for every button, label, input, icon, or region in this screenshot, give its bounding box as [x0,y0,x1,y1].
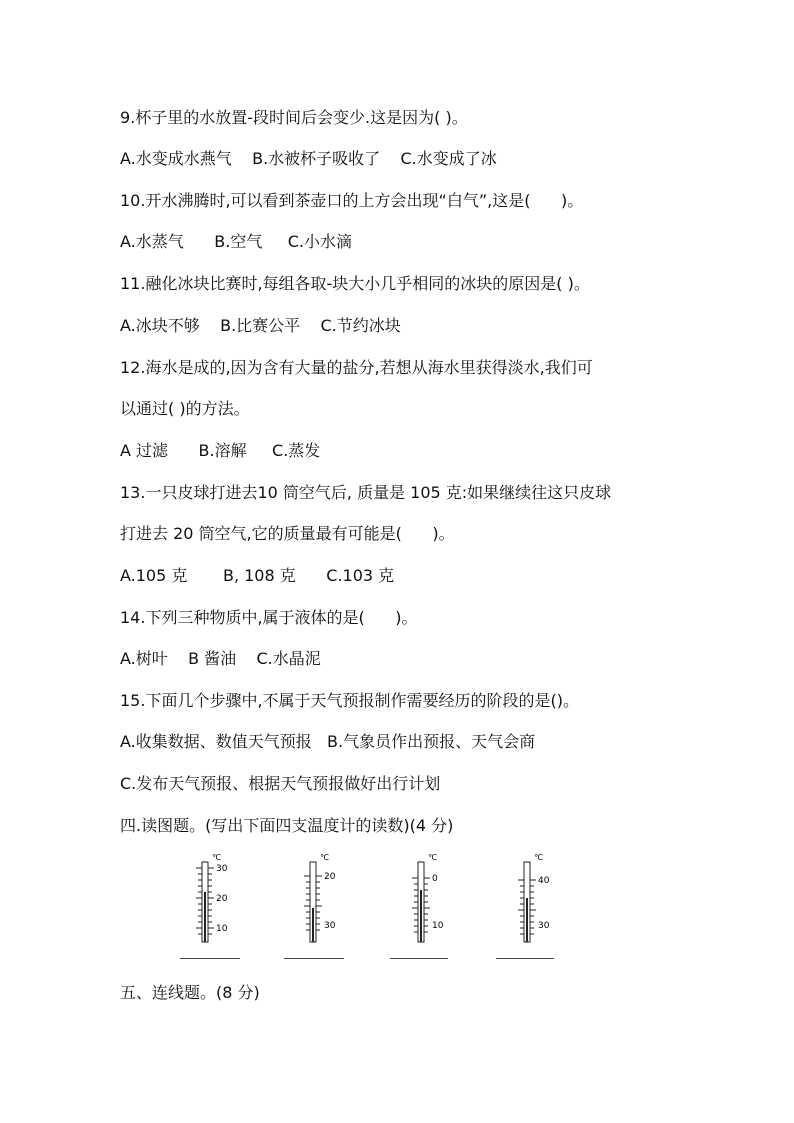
q12-stem-line2: 以通过( )的方法。 [120,399,250,418]
section-four-title: 四.读图题。(写出下面四支温度计的读数)(4 分) [120,816,454,835]
thermometer-4 [514,848,584,960]
therm1-mid-label: 20 [216,894,228,904]
q15-options-ab: A.收集数据、数值天气预报 B.气象员作出预报、天气会商 [120,732,536,751]
q15-stem: 15.下面几个步骤中,不属于天气预报制作需要经历的阶段的是()。 [120,691,580,710]
therm4-top-label: 40 [538,876,550,886]
therm3-unit: ℃ [428,853,437,862]
q12-options: A 过滤 B.溶解 C.蒸发 [120,441,321,460]
therm4-unit: ℃ [534,853,543,862]
q10-stem: 10.开水沸腾时,可以看到茶壶口的上方会出现“白气”,这是( )。 [120,191,584,210]
thermometer-2 [300,848,370,960]
q11-options: A.冰块不够 B.比赛公平 C.节约冰块 [120,316,401,335]
q13-stem-line1: 13.一只皮球打进去10 筒空气后, 质量是 105 克:如果继续往这只皮球 [120,483,612,502]
section-five-title: 五、连线题。(8 分) [120,983,260,1002]
q11-stem: 11.融化冰块比赛时,每组各取-块大小几乎相同的冰块的原因是( )。 [120,274,590,293]
therm2-bottom-label: 30 [324,921,336,931]
therm1-unit: ℃ [212,853,221,862]
therm3-top-label: 0 [432,874,438,884]
answer-blank-3[interactable] [390,958,448,959]
q14-stem: 14.下列三种物质中,属于液体的是( )。 [120,608,418,627]
thermometer-1 [192,848,262,960]
answer-blank-1[interactable] [180,958,240,959]
q15-options-c: C.发布天气预报、根据天气预报做好出行计划 [120,774,441,793]
therm2-top-label: 20 [324,872,336,882]
q12-stem-line1: 12.海水是成的,因为含有大量的盐分,若想从海水里获得淡水,我们可 [120,358,593,377]
q10-options: A.水蒸气 B.空气 C.小水滴 [120,232,353,251]
therm1-bottom-label: 10 [216,924,228,934]
q13-options: A.105 克 B, 108 克 C.103 克 [120,566,395,585]
therm1-top-label: 30 [216,864,228,874]
thermometer-3 [408,848,478,960]
therm4-bottom-label: 30 [538,921,550,931]
q13-stem-line2: 打进去 20 筒空气,它的质量最有可能是( )。 [120,524,455,543]
q9-options: A.水变成水燕气 B.水被杯子吸收了 C.水变成了冰 [120,149,497,168]
therm3-bottom-label: 10 [432,921,444,931]
q14-options: A.树叶 B 酱油 C.水晶泥 [120,649,321,668]
answer-blank-2[interactable] [284,958,344,959]
therm2-unit: ℃ [320,853,329,862]
q9-stem: 9.杯子里的水放置-段时间后会变少.这是因为( )。 [120,108,468,127]
answer-blank-4[interactable] [496,958,554,959]
